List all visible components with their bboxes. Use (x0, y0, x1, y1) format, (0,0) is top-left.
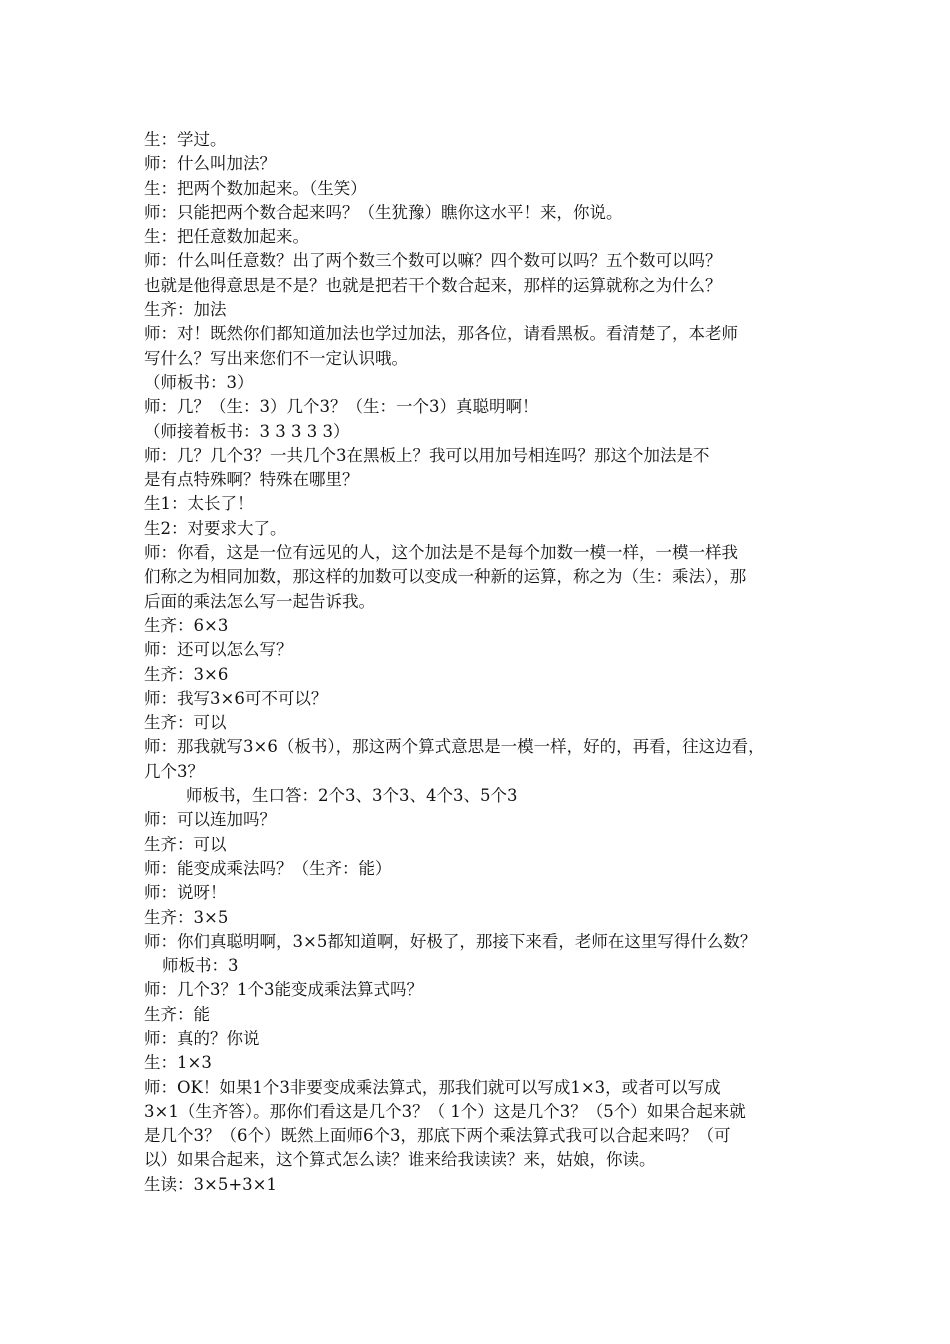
transcript-line: 师：能变成乘法吗？（生齐：能） (144, 858, 392, 878)
transcript-line: 是几个3？（6个）既然上面师6个3，那底下两个乘法算式我可以合起来吗？（可 (144, 1126, 731, 1146)
transcript-line: 生齐：可以 (144, 834, 227, 854)
transcript-line: 也就是他得意思是不是？也就是把若干个数合起来，那样的运算就称之为什么？ (144, 275, 722, 295)
transcript-line: 几个3？ (144, 761, 204, 781)
transcript-line: 师：几个3？1个3能变成乘法算式吗？ (144, 980, 423, 1000)
transcript-line: 生齐：3×5 (144, 907, 229, 927)
transcript-line: 生齐：能 (144, 1004, 210, 1024)
transcript-line: 师：那我就写3×6（板书），那这两个算式意思是一模一样，好的，再看，往这边看， (144, 737, 765, 757)
transcript-line: 是有点特殊啊？特殊在哪里？ (144, 470, 359, 490)
transcript-line: 师：你看，这是一位有远见的人，这个加法是不是每个加数一模一样，一模一样我 (144, 543, 738, 563)
board-note-line: 师板书：3 (162, 956, 239, 976)
board-note-line: 师板书，生口答：2个3、3个3、4个3、5个3 (186, 786, 518, 806)
transcript-line: 师：你们真聪明啊，3×5都知道啊，好极了，那接下来看，老师在这里写得什么数？ (144, 931, 757, 951)
transcript-line: 生：学过。 (144, 130, 227, 149)
board-note-line: （师板书：3） (144, 372, 254, 392)
transcript-line: 师：我写3×6可不可以？ (144, 688, 328, 708)
transcript-line: 生齐：3×6 (144, 664, 229, 684)
transcript-line: 师：几？几个3？一共几个3在黑板上？我可以用加号相连吗？那这个加法是不 (144, 445, 710, 465)
transcript-line: 生：把任意数加起来。 (144, 227, 309, 247)
transcript-line: 师：真的？你说 (144, 1028, 260, 1048)
transcript-line: 3×1（生齐答）。那你们看这是几个3？（ 1个）这是几个3？（5个）如果合起来就 (144, 1101, 746, 1121)
transcript-line: 后面的乘法怎么写一起告诉我。 (144, 591, 375, 611)
transcript-line: 师：还可以怎么写？ (144, 640, 293, 660)
transcript-line: 师：OK！如果1个3非要变成乘法算式，那我们就可以写成1×3，或者可以写成 (144, 1077, 721, 1097)
transcript-body (144, 128, 824, 1197)
transcript-line: 师：只能把两个数合起来吗？（生犹豫）瞧你这水平！来，你说。 (144, 202, 623, 222)
board-note-line: （师接着板书：3 3 3 3 3） (144, 421, 350, 441)
transcript-line: 师：什么叫加法？ (144, 154, 276, 174)
transcript-line: 生：把两个数加起来。（生笑） (144, 178, 367, 198)
transcript-line: 生2：对要求大了。 (144, 518, 287, 538)
transcript-line: 写什么？写出来您们不一定认识哦。 (144, 348, 408, 368)
transcript-line: 生齐：可以 (144, 713, 227, 733)
transcript-line: 师：说呀！ (144, 883, 227, 903)
transcript-line: 生读：3×5+3×1 (144, 1174, 277, 1194)
transcript-line: 生齐：6×3 (144, 615, 229, 635)
transcript-line: 师：几？（生：3）几个3？（生：一个3）真聪明啊！ (144, 397, 539, 417)
transcript-line: 以）如果合起来，这个算式怎么读？谁来给我读读？来，姑娘，你读。 (144, 1150, 656, 1170)
transcript-line: 生齐：加法 (144, 300, 227, 320)
transcript-line: 们称之为相同加数，那这样的加数可以变成一种新的运算，称之为（生：乘法），那 (144, 567, 747, 587)
transcript-line: 师：可以连加吗？ (144, 810, 276, 830)
transcript-line: 师：对！既然你们都知道加法也学过加法，那各位，请看黑板。看清楚了，本老师 (144, 324, 738, 344)
transcript-line: 生：1×3 (144, 1053, 212, 1073)
transcript-line: 师：什么叫任意数？出了两个数三个数可以嘛？四个数可以吗？五个数可以吗？ (144, 251, 722, 271)
transcript-line: 生1：太长了！ (144, 494, 254, 514)
